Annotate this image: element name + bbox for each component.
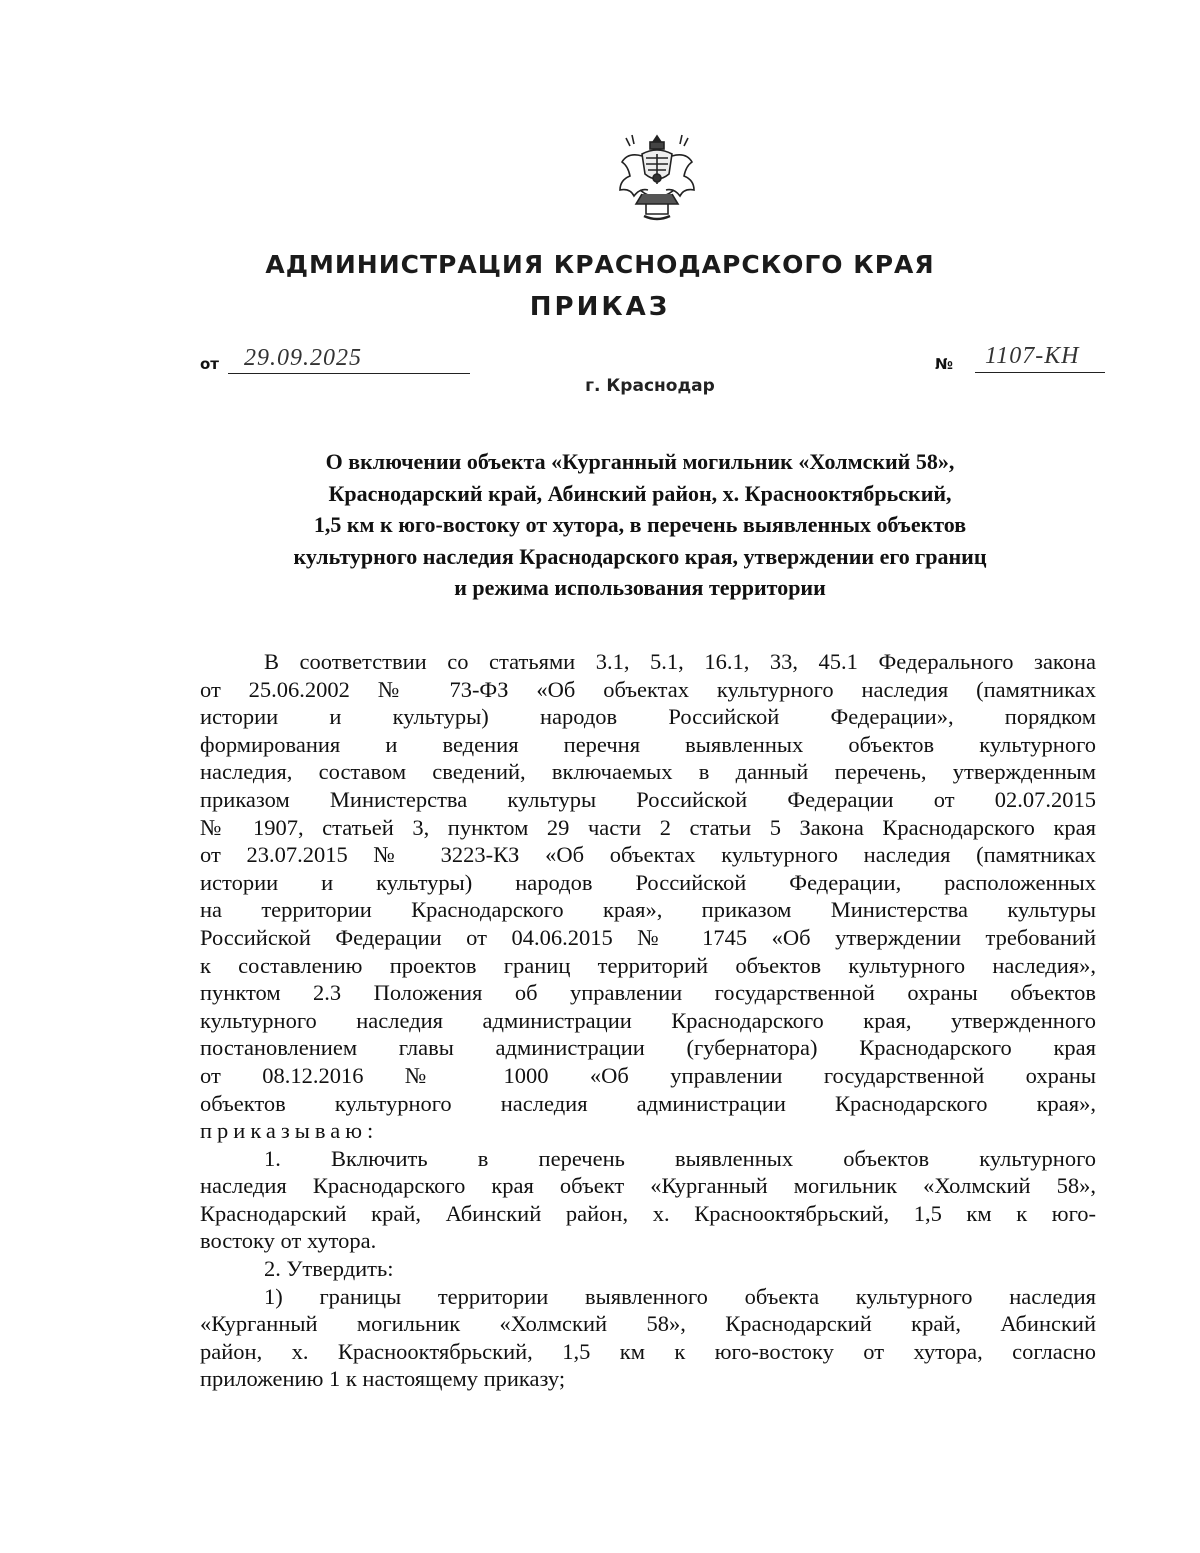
organization-title: АДМИНИСТРАЦИЯ КРАСНОДАРСКОГО КРАЯ	[265, 250, 935, 279]
body-line: № 1907, статьей 3, пунктом 29 части 2 статьи 5 Закона Краснодарского края	[200, 814, 1096, 840]
number-prefix: №	[935, 355, 954, 373]
body-line: формирования и ведения перечня выявленных объектов культурного	[200, 731, 1096, 757]
subject-line: культурного наследия Краснодарского края, утверждении его границ	[293, 543, 987, 569]
subject-line: Краснодарский край, Абинский район, х. Краснооктябрьский,	[328, 480, 952, 506]
body-line: объектов культурного наследия администрации Краснодарского края»,	[200, 1090, 1096, 1116]
body-line: В соответствии со статьями 3.1, 5.1, 16.1, 33, 45.1 Федерального закона	[264, 649, 1096, 674]
body-line: 2. Утвердить:	[264, 1256, 394, 1282]
order-body	[200, 648, 1096, 1393]
document-type-title: ПРИКАЗ	[529, 292, 671, 322]
body-line: постановлением главы администрации (губернатора) Краснодарского края	[200, 1035, 1096, 1061]
body-line: приказом Министерства культуры Российской Федерации от 02.07.2015	[200, 786, 1096, 812]
body-line: приложению 1 к настоящему приказу;	[200, 1366, 566, 1392]
body-line: к составлению проектов границ территорий объектов культурного наследия»,	[200, 952, 1096, 978]
subject-line: и режима использования территории	[454, 575, 826, 600]
date-handwritten: 29.09.2025	[244, 345, 362, 371]
order-subject	[200, 446, 1080, 604]
body-line: 1) границы территории выявленного объекта культурного наследия	[264, 1283, 1096, 1309]
subject-line: О включении объекта «Курганный могильник «Холмский 58»,	[325, 449, 955, 474]
date-field	[200, 347, 500, 377]
number-underline	[975, 372, 1105, 373]
body-line: востоку от хутора.	[200, 1228, 377, 1254]
number-handwritten: 1107-КН	[985, 343, 1080, 369]
date-underline	[228, 373, 470, 374]
body-line: наследия Краснодарского края объект «Курганный могильник «Холмский 58»,	[200, 1173, 1096, 1199]
body-line: от 08.12.2016 № 1000 «Об управлении государственной охраны	[200, 1062, 1096, 1088]
date-prefix: от	[200, 355, 219, 373]
body-line: на территории Краснодарского края», приказом Министерства культуры	[200, 897, 1096, 923]
body-line: от 23.07.2015 № 3223-КЗ «Об объектах культурного наследия (памятниках	[200, 842, 1096, 868]
body-line: наследия, составом сведений, включаемых в данный перечень, утвержденным	[200, 759, 1096, 785]
body-line: истории и культуры) народов Российской Федерации», порядком	[200, 704, 1096, 730]
body-line: от 25.06.2002 № 73-ФЗ «Об объектах культурного наследия (памятниках	[200, 676, 1096, 702]
subject-line: 1,5 км к юго-востоку от хутора, в перечень выявленных объектов	[313, 512, 967, 537]
city-line: г. Краснодар	[585, 376, 715, 396]
body-line: культурного наследия администрации Краснодарского края, утвержденного	[200, 1007, 1096, 1033]
body-line: Российской Федерации от 04.06.2015 № 1745 «Об утверждении требований	[200, 924, 1096, 950]
body-line-order-word: приказываю:	[200, 1118, 379, 1144]
body-line: Краснодарский край, Абинский район, х. Краснооктябрьский, 1,5 км к юго-	[200, 1200, 1096, 1226]
coat-of-arms-emblem	[612, 132, 702, 222]
body-line: 1. Включить в перечень выявленных объектов культурного	[264, 1145, 1096, 1171]
number-field	[935, 345, 1115, 375]
body-line: истории и культуры) народов Российской Федерации, расположенных	[200, 869, 1096, 895]
body-line: район, х. Краснооктябрьский, 1,5 км к юго-востоку от хутора, согласно	[200, 1338, 1096, 1364]
body-line: «Курганный могильник «Холмский 58», Краснодарский край, Абинский	[200, 1311, 1096, 1337]
body-line: пунктом 2.3 Положения об управлении государственной охраны объектов	[200, 980, 1096, 1006]
